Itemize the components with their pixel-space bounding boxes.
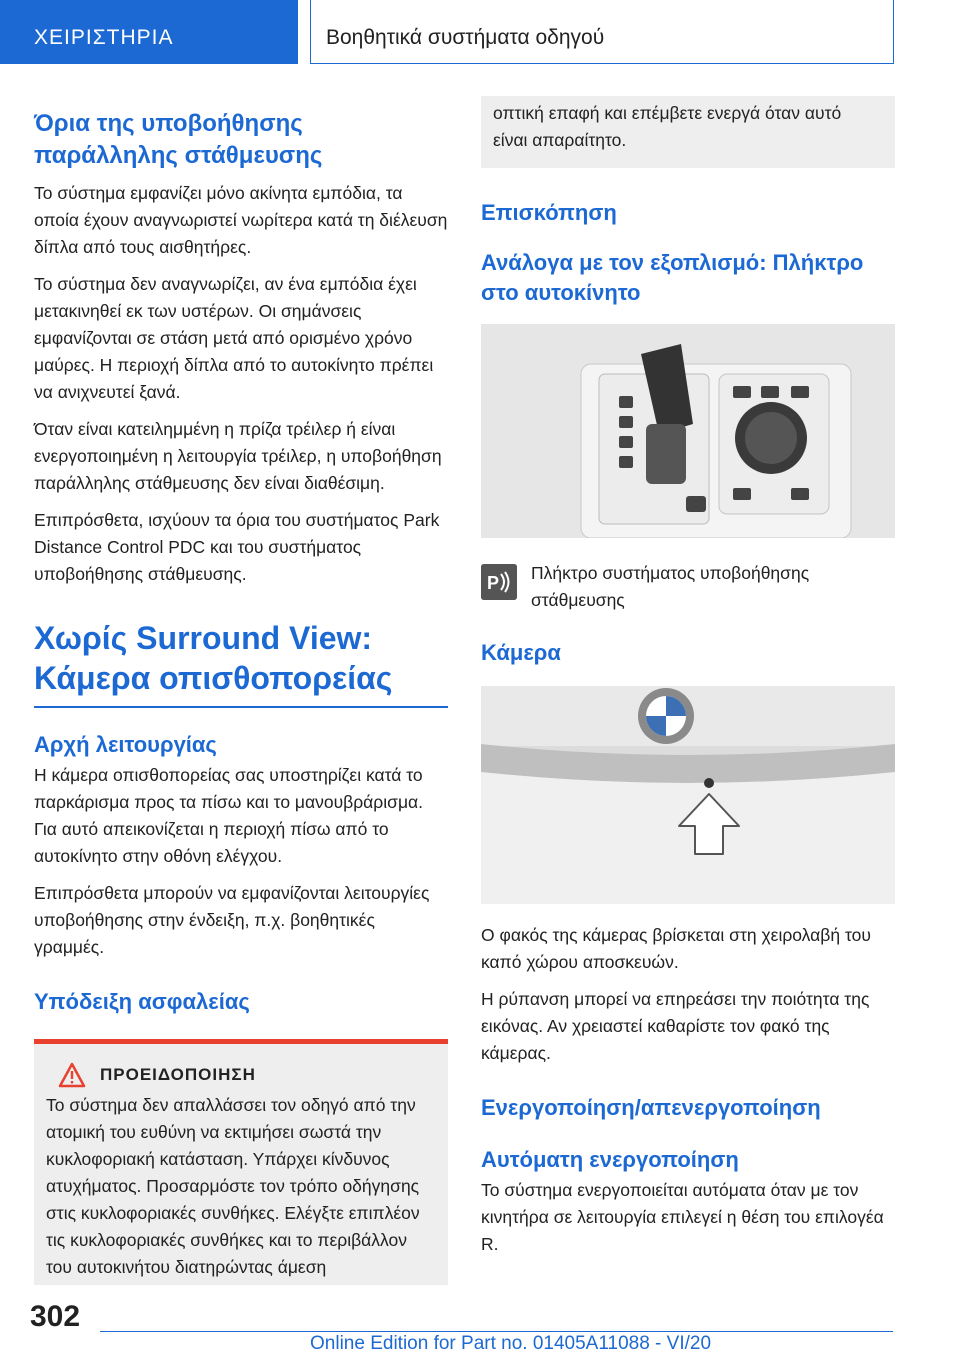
warning-triangle-icon: [58, 1062, 86, 1088]
parking-button-photo: [481, 324, 895, 538]
overview-heading: Επισκόπηση: [481, 200, 617, 225]
svg-text:P: P: [487, 573, 500, 593]
button-caption: Πλήκτρο συστήματος υποβοήθησης στάθμευσης: [531, 563, 810, 610]
warning-continuation: οπτική επαφή και επέμβετε ενεργά όταν αυτό είναι απαραίτητο.: [493, 103, 842, 150]
warning-text: Το σύστημα δεν απαλλάσσει τον οδηγό από την ατομική του ευθύνη να εκτιμήσει σωστά την κυκλοφοριακή κατάσταση. Υπάρχει κίνδυνος ατυχήματος. Προσαρμόστε τον τρόπο οδήγησης στις κυκλοφοριακές συνθήκες. Ελέγξτε επιπλέον τις κυκλοφοριακές συνθήκες και το περιβάλλον του αυτοκινήτου διατηρώντας άμεση: [46, 1095, 420, 1277]
equipment-heading: Ανάλογα με τον εξοπλισμό: Πλήκτρο στο αυτοκίνητο: [481, 250, 864, 305]
button-caption-row: [481, 560, 895, 614]
paragraph: Επιπρόσθετα μπορούν να εμφανίζονται λειτουργίες υποβοήθησης στην ένδειξη, π.χ. βοηθητικές γραμμές.: [34, 883, 430, 957]
main-heading: Χωρίς Surround View: Κάμερα οπισθοπορείας: [34, 620, 393, 696]
footer-rule: [100, 1331, 893, 1332]
paragraph: Η ρύπανση μπορεί να επηρεάσει την ποιότητα της εικόνας. Αν χρειαστεί καθαρίστε τον φακό της κάμερας.: [481, 989, 870, 1063]
paragraph: Το σύστημα δεν αναγνωρίζει, αν ένα εμπόδια έχει μετακινηθεί εκ των υστέρων. Οι σημάνσεις εμφανίζονται σε στάση μετά από ορισμένο χρόνο μαύρες. Η περιοχή δίπλα από το αυτοκίνητο πρέπει να ανιχνευτεί ξανά.: [34, 274, 434, 402]
paragraph: Όταν είναι κατειλημμένη η πρίζα τρέιλερ ή είναι ενεργοποιημένη η λειτουργία τρέιλερ, η υποβοήθηση παράλληλης στάθμευσης δεν είναι διαθέσιμη.: [34, 419, 442, 493]
header-underline: [310, 63, 894, 64]
paragraph: Η κάμερα οπισθοπορείας σας υποστηρίζει κατά το παρκάρισμα προς τα πίσω και το μανουβράρισμα. Για αυτό απεικονίζεται η περιοχή πίσω από το αυτοκίνητο στην οθόνη ελέγχου.: [34, 765, 424, 866]
camera-heading: Κάμερα: [481, 640, 561, 665]
footer-edition: Online Edition for Part no. 01405A11088 - VI/20: [310, 1333, 712, 1354]
header-divider: [310, 0, 311, 64]
warning-title: ΠΡΟΕΙΔΟΠΟΙΗΣΗ: [100, 1065, 256, 1084]
left-column: [34, 96, 448, 1285]
paragraph: Επιπρόσθετα, ισχύουν τα όρια του συστήματος Park Distance Control PDC και του συστήματος υποβοήθησης στάθμευσης.: [34, 510, 440, 584]
right-column: [481, 96, 895, 1258]
auto-heading: Αυτόματη ενεργοποίηση: [481, 1147, 739, 1172]
header-divider-right: [893, 0, 894, 64]
section-tab: ΧΕΙΡΙΣΤΗΡΙΑ: [0, 0, 298, 64]
page-number: 302: [30, 1300, 81, 1333]
warning-title-row: [58, 1062, 436, 1088]
principle-heading: Αρχή λειτουργίας: [34, 732, 217, 757]
chapter-title: Βοηθητικά συστήματα οδηγού: [326, 26, 605, 49]
paragraph: Το σύστημα εμφανίζει μόνο ακίνητα εμπόδια, τα οποία έχουν αναγνωριστεί νωρίτερα κατά τη διέλευση δίπλα από τους αισθητήρες.: [34, 183, 448, 257]
limits-heading: Όρια της υποβοήθησης παράλληλης στάθμευσης: [34, 110, 323, 169]
safety-heading: Υπόδειξη ασφαλείας: [34, 989, 250, 1014]
paragraph: Το σύστημα ενεργοποιείται αυτόματα όταν με τον κινητήρα σε λειτουργία επιλεγεί η θέση του επιλογέα R.: [481, 1180, 884, 1254]
activation-heading: Ενεργοποίηση/απενεργοποίηση: [481, 1095, 821, 1120]
warning-box: [34, 1044, 448, 1285]
rear-camera-photo: [481, 686, 895, 904]
parking-assist-button-icon: [481, 564, 517, 600]
warning-continuation-box: [481, 96, 895, 168]
heading-rule: [34, 706, 448, 708]
paragraph: Ο φακός της κάμερας βρίσκεται στη χειρολαβή του καπό χώρου αποσκευών.: [481, 925, 871, 972]
